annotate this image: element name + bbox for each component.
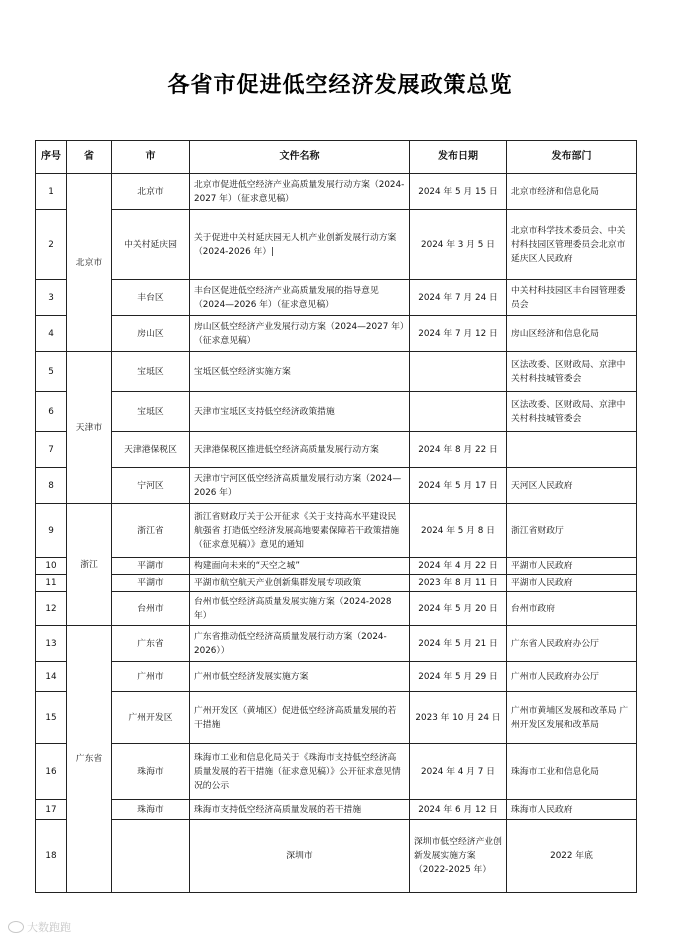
- date-cell: 2024 年 7 月 12 日: [410, 316, 507, 352]
- date-cell: 2024 年 4 月 22 日: [410, 558, 507, 575]
- city-cell: 北京市: [112, 174, 190, 210]
- doc-cell: 平湖市航空航天产业创新集群发展专项政策: [190, 575, 410, 592]
- dept-cell: 浙江省财政厅: [507, 504, 637, 558]
- doc-cell: 天津港保税区推进低空经济高质量发展行动方案: [190, 432, 410, 468]
- date-cell: 2024 年 8 月 22 日: [410, 432, 507, 468]
- table-row: [36, 352, 637, 392]
- row-number: 6: [36, 392, 67, 432]
- city-cell: 房山区: [112, 316, 190, 352]
- province-cell: 浙江: [67, 504, 112, 626]
- table-row: [36, 744, 637, 800]
- date-cell: 2024 年 4 月 7 日: [410, 744, 507, 800]
- row-number: 5: [36, 352, 67, 392]
- city-cell: 宝坻区: [112, 392, 190, 432]
- header-dept: 发布部门: [507, 141, 637, 174]
- row-number: 1: [36, 174, 67, 210]
- doc-cell: 关于促进中关村延庆园无人机产业创新发展行动方案（2024-2026 年）|: [190, 210, 410, 280]
- table-row: [36, 280, 637, 316]
- row-number: 8: [36, 468, 67, 504]
- dept-cell: 广州市人民政府办公厅: [507, 662, 637, 692]
- watermark: [8, 919, 71, 935]
- city-cell: 平湖市: [112, 575, 190, 592]
- dept-cell: 中关村科技园区丰台园管理委员会: [507, 280, 637, 316]
- dept-cell: 区法改委、区财政局、京津中关村科技城管委会: [507, 392, 637, 432]
- city-cell: 珠海市: [112, 800, 190, 820]
- dept-cell: 珠海市工业和信息化局: [507, 744, 637, 800]
- province-cell: 天津市: [67, 352, 112, 504]
- row-number: 16: [36, 744, 67, 800]
- city-cell: 珠海市: [112, 744, 190, 800]
- table-row: [36, 800, 637, 820]
- header-doc: 文件名称: [190, 141, 410, 174]
- city-cell: 浙江省: [112, 504, 190, 558]
- header-no: 序号: [36, 141, 67, 174]
- date-cell: [410, 392, 507, 432]
- dept-cell: 平湖市人民政府: [507, 575, 637, 592]
- row-number: 3: [36, 280, 67, 316]
- dept-cell: 区法改委、区财政局、京津中关村科技城管委会: [507, 352, 637, 392]
- date-cell: 2024 年 5 月 15 日: [410, 174, 507, 210]
- dept-cell: 天河区人民政府: [507, 468, 637, 504]
- dept-cell: [507, 432, 637, 468]
- watermark-logo-icon: [8, 921, 24, 933]
- doc-cell: 台州市低空经济高质量发展实施方案（2024-2028 年）: [190, 592, 410, 626]
- doc-cell: 房山区低空经济产业发展行动方案（2024—2027 年）（征求意见稿）: [190, 316, 410, 352]
- table-row: [36, 210, 637, 280]
- table-row: [36, 575, 637, 592]
- city-cell: 广州开发区: [112, 692, 190, 744]
- doc-cell: 构建面向未来的“天空之城”: [190, 558, 410, 575]
- table-row: [36, 692, 637, 744]
- table-row: [36, 432, 637, 468]
- dept-cell: 平湖市人民政府: [507, 558, 637, 575]
- row-number: 7: [36, 432, 67, 468]
- header-row: [36, 141, 637, 174]
- row-number: 15: [36, 692, 67, 744]
- table-row: [36, 504, 637, 558]
- doc-cell: 天津市宁河区低空经济高质量发展行动方案（2024—2026 年）: [190, 468, 410, 504]
- city-cell: 宝坻区: [112, 352, 190, 392]
- doc-cell: 广东省推动低空经济高质量发展行动方案（2024-2026））: [190, 626, 410, 662]
- row-number: 11: [36, 575, 67, 592]
- date-cell: [410, 352, 507, 392]
- city-cell: 天津港保税区: [112, 432, 190, 468]
- row-number: 4: [36, 316, 67, 352]
- doc-cell: 丰台区促进低空经济产业高质量发展的指导意见（2024—2026 年）（征求意见稿）: [190, 280, 410, 316]
- header-date: 发布日期: [410, 141, 507, 174]
- city-cell: 广东省: [112, 626, 190, 662]
- dept-cell: 广东省人民政府办公厅: [507, 626, 637, 662]
- table-row: [36, 592, 637, 626]
- date-cell: 2024 年 3 月 5 日: [410, 210, 507, 280]
- doc-cell: 天津市宝坻区支持低空经济政策措施: [190, 392, 410, 432]
- dept-cell: 台州市政府: [507, 592, 637, 626]
- header-province: 省: [67, 141, 112, 174]
- doc-cell: 珠海市工业和信息化局关于《珠海市支持低空经济高质量发展的若干措施（征求意见稿）》公开征求意见情况的公示: [190, 744, 410, 800]
- row-number: 9: [36, 504, 67, 558]
- table-row: [36, 392, 637, 432]
- dept-cell: 珠海市人民政府: [507, 800, 637, 820]
- doc-cell: 宝坻区低空经济实施方案: [190, 352, 410, 392]
- dept-cell: 北京市科学技术委员会、中关村科技园区管理委员会北京市延庆区人民政府: [507, 210, 637, 280]
- table-row: [36, 626, 637, 662]
- table-row: [36, 468, 637, 504]
- date-cell: 2024 年 5 月 8 日: [410, 504, 507, 558]
- city-cell: 平湖市: [112, 558, 190, 575]
- row-number: 12: [36, 592, 67, 626]
- table-row: [36, 174, 637, 210]
- table-row: [36, 558, 637, 575]
- doc-cell: 广州市低空经济发展实施方案: [190, 662, 410, 692]
- row-number: 18: [36, 820, 67, 893]
- date-cell: 2023 年 8 月 11 日: [410, 575, 507, 592]
- province-cell: 北京市: [67, 174, 112, 352]
- city-cell: 台州市: [112, 592, 190, 626]
- policy-table: [35, 140, 637, 893]
- doc-cell: 珠海市支持低空经济高质量发展的若干措施: [190, 800, 410, 820]
- city-cell: 宁河区: [112, 468, 190, 504]
- city-cell: 深圳市: [190, 820, 410, 893]
- city-cell: 广州市: [112, 662, 190, 692]
- province-cell-empty: [112, 820, 190, 893]
- doc-cell: 广州开发区（黄埔区）促进低空经济高质量发展的若干措施: [190, 692, 410, 744]
- city-cell: 丰台区: [112, 280, 190, 316]
- doc-cell: 深圳市低空经济产业创新发展实施方案（2022-2025 年）: [410, 820, 507, 893]
- row-number: 13: [36, 626, 67, 662]
- date-cell: 2024 年 5 月 21 日: [410, 626, 507, 662]
- dept-cell: 房山区经济和信息化局: [507, 316, 637, 352]
- date-cell: 2024 年 5 月 20 日: [410, 592, 507, 626]
- date-cell: 2022 年底: [507, 820, 637, 893]
- page-title: 各省市促进低空经济发展政策总览: [167, 73, 513, 98]
- row-number: 10: [36, 558, 67, 575]
- dept-cell: 北京市经济和信息化局: [507, 174, 637, 210]
- dept-cell: 广州市黄埔区发展和改革局 广州开发区发展和改革局: [507, 692, 637, 744]
- date-cell: 2023 年 10 月 24 日: [410, 692, 507, 744]
- date-cell: 2024 年 6 月 12 日: [410, 800, 507, 820]
- date-cell: 2024 年 7 月 24 日: [410, 280, 507, 316]
- watermark-text: 大数跑跑: [27, 921, 71, 934]
- row-number: 17: [36, 800, 67, 820]
- header-city: 市: [112, 141, 190, 174]
- row-number: 2: [36, 210, 67, 280]
- table-row: [36, 820, 637, 893]
- city-cell: 中关村延庆园: [112, 210, 190, 280]
- doc-cell: 北京市促进低空经济产业高质量发展行动方案（2024-2027 年）（征求意见稿）: [190, 174, 410, 210]
- doc-cell: 浙江省财政厅关于公开征求《关于支持高水平建设民航强省 打造低空经济发展高地要素保障若干政策措施（征求意见稿）》意见的通知: [190, 504, 410, 558]
- table-row: [36, 316, 637, 352]
- date-cell: 2024 年 5 月 29 日: [410, 662, 507, 692]
- date-cell: 2024 年 5 月 17 日: [410, 468, 507, 504]
- province-cell: 广东省: [67, 626, 112, 893]
- row-number: 14: [36, 662, 67, 692]
- table-row: [36, 662, 637, 692]
